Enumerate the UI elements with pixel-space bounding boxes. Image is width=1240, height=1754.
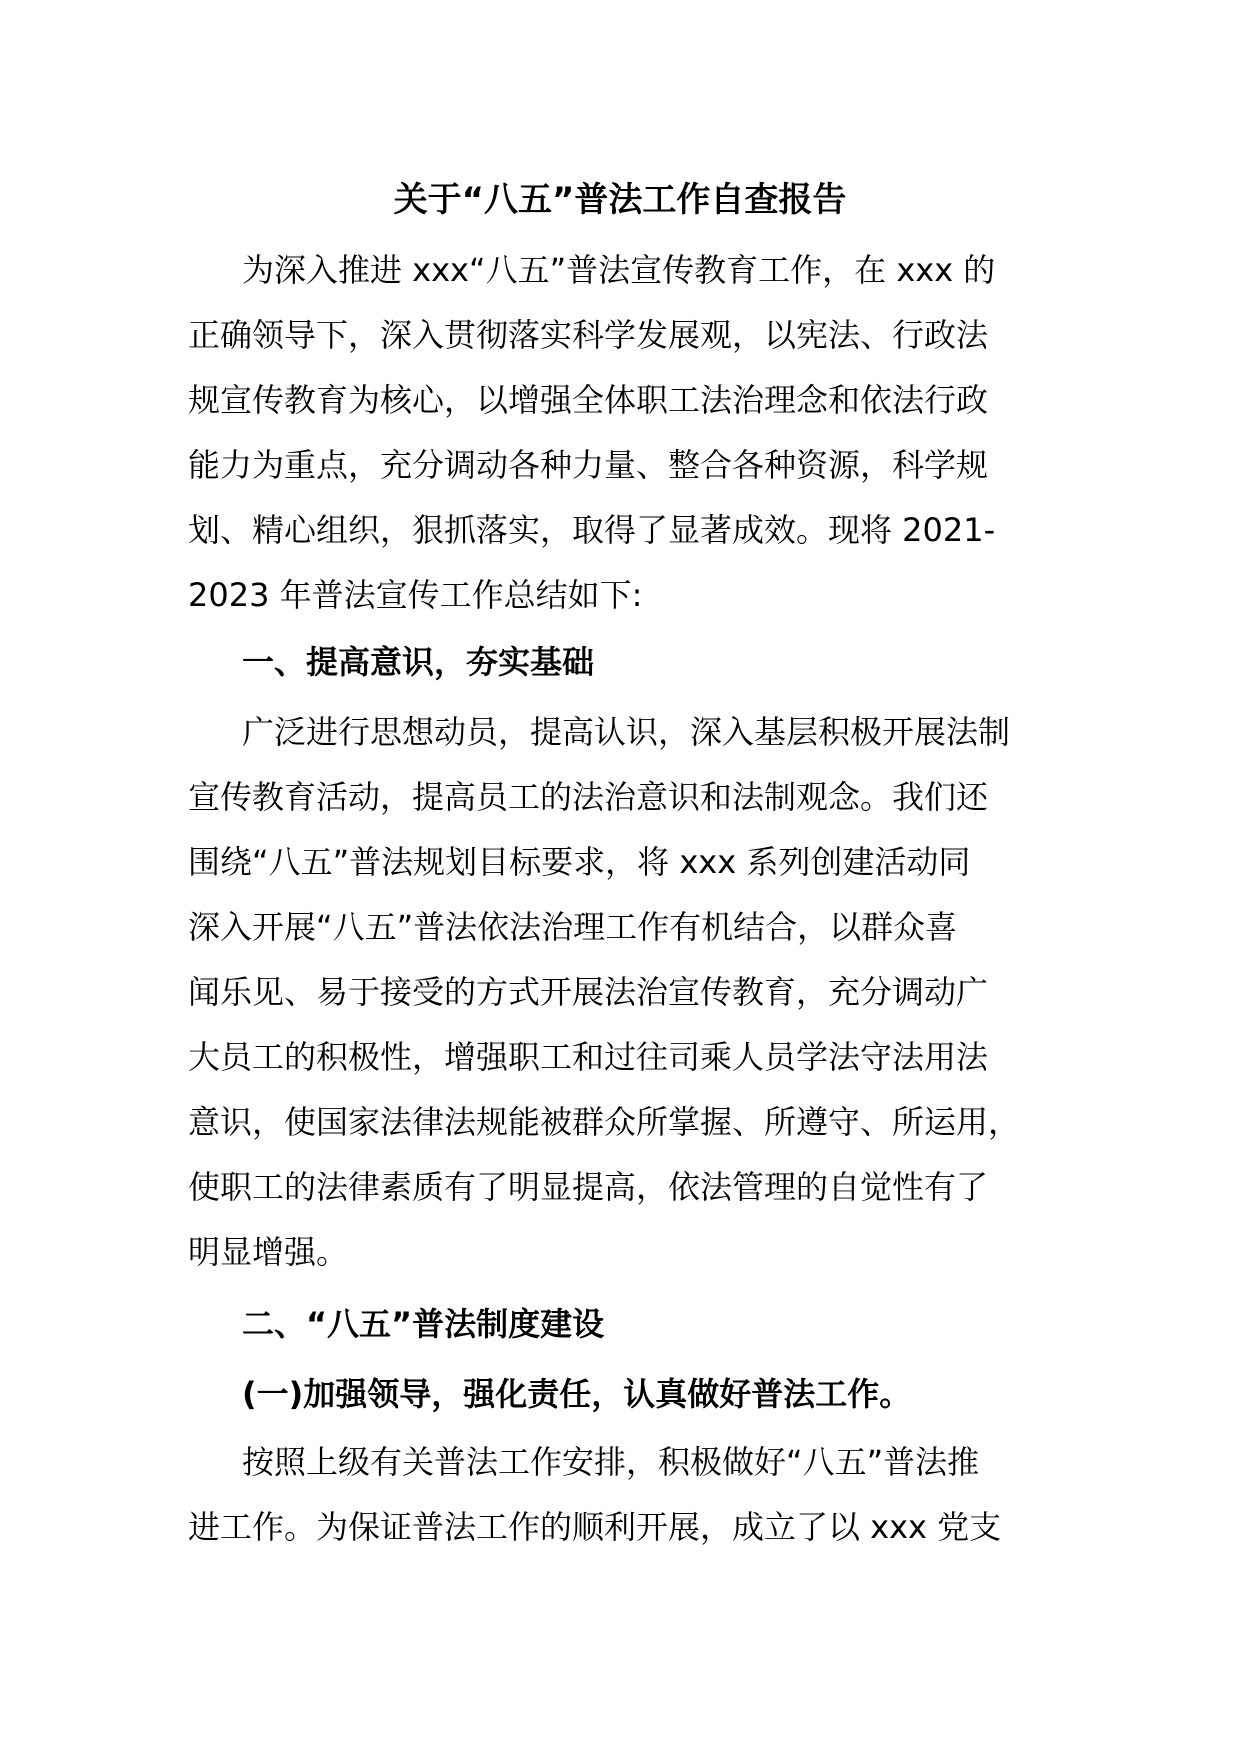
- paragraph-2-line: 围绕“八五”普法规划目标要求，将 xxx 系列创建活动同: [188, 843, 971, 881]
- paragraph-2-line: 宣传教育活动，提高员工的法治意识和法制观念。我们还: [188, 778, 989, 816]
- paragraph-2-line: 闻乐见、易于接受的方式开展法治宣传教育，充分调动广: [188, 973, 989, 1011]
- section-heading-1: 一、提高意识，夯实基础: [242, 643, 595, 681]
- document-title: 关于“八五”普法工作自查报告: [393, 180, 847, 220]
- paragraph-1-line: 2023 年普法宣传工作总结如下:: [188, 576, 643, 614]
- paragraph-2-line: 广泛进行思想动员，提高认识，深入基层积极开展法制: [242, 713, 1011, 751]
- paragraph-2-line: 意识，使国家法律法规能被群众所掌握、所遵守、所运用，: [188, 1103, 1021, 1141]
- paragraph-3-line: 进工作。为保证普法工作的顺利开展，成立了以 xxx 党支: [188, 1508, 1002, 1546]
- paragraph-1-line: 规宣传教育为核心，以增强全体职工法治理念和依法行政: [188, 381, 989, 419]
- paragraph-1-line: 能力为重点，充分调动各种力量、整合各种资源，科学规: [188, 446, 989, 484]
- paragraph-2-line: 明显增强。: [188, 1233, 349, 1271]
- paragraph-2-line: 深入开展“八五”普法依法治理工作有机结合，以群众喜: [188, 908, 958, 946]
- paragraph-1-line: 划、精心组织，狠抓落实，取得了显著成效。现将 2021-: [188, 511, 996, 549]
- section-heading-2: 二、“八五”普法制度建设: [242, 1305, 605, 1343]
- paragraph-1-line: 正确领导下，深入贯彻落实科学发展观，以宪法、行政法: [188, 316, 989, 354]
- paragraph-3-line: 按照上级有关普法工作安排，积极做好“八五”普法推: [242, 1443, 980, 1481]
- paragraph-2-line: 大员工的积极性，增强职工和过往司乘人员学法守法用法: [188, 1038, 989, 1076]
- paragraph-2-line: 使职工的法律素质有了明显提高，依法管理的自觉性有了: [188, 1168, 989, 1206]
- paragraph-1-line: 为深入推进 xxx“八五”普法宣传教育工作，在 xxx 的: [242, 251, 996, 289]
- subsection-heading-2-1: (一)加强领导，强化责任，认真做好普法工作。: [242, 1375, 912, 1413]
